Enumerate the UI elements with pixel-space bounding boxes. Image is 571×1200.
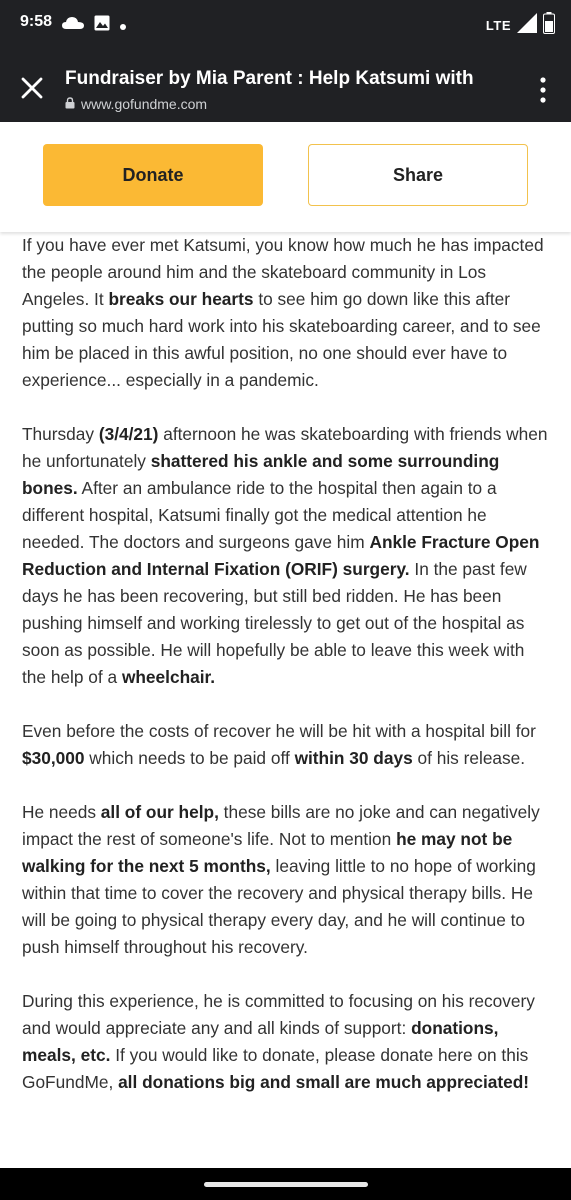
story-text: of his release. xyxy=(412,748,526,768)
signal-icon xyxy=(517,13,537,38)
story-text: Thursday xyxy=(22,424,99,444)
share-button[interactable]: Share xyxy=(308,144,528,206)
story-text: He needs xyxy=(22,802,101,822)
story-text: Even before the costs of recover he will be hit with a hospital bill for xyxy=(22,721,536,741)
story-text: which needs to be paid off xyxy=(84,748,295,768)
page-url: www.gofundme.com xyxy=(81,96,208,112)
home-gesture-handle[interactable] xyxy=(204,1182,368,1187)
story-emphasis: wheelchair. xyxy=(121,667,216,687)
system-icons xyxy=(486,12,555,39)
story-emphasis: $30,000 xyxy=(22,748,85,768)
story-emphasis: within 30 days xyxy=(294,748,413,768)
story-text: these bills are no joke and can negatively impact the rest of someone's life. Not to mention xyxy=(22,802,540,849)
network-type: LTE xyxy=(485,18,511,33)
story-text: leaving little to no hope of working within that time to cover the recovery and physical therapy bills. He will be going to physical therapy every day, and he will continue to push himself throughout his recovery. xyxy=(22,856,536,957)
story-text: If you would like to donate, please donate here on this GoFundMe, xyxy=(22,1045,529,1092)
dot-icon xyxy=(120,17,126,35)
more-vert-icon xyxy=(535,76,551,104)
more-options-button[interactable] xyxy=(535,76,551,104)
story-text: to see him go down like this after putting so much hard work into his skateboarding career, and to see him be placed in this awful position, no one should ever have to experience... especially in a pandemic. xyxy=(22,289,541,390)
story-emphasis: all donations big and small are much appreciated! xyxy=(118,1072,530,1092)
story-text: afternoon he was skateboarding with friends when he unfortunately xyxy=(22,424,548,471)
page-title: Fundraiser by Mia Parent : Help Katsumi with xyxy=(65,68,474,89)
image-icon xyxy=(94,15,110,36)
fundraiser-story xyxy=(22,232,552,1123)
story-emphasis: donations, meals, etc. xyxy=(22,1018,499,1065)
story-paragraph xyxy=(22,799,552,961)
close-button[interactable] xyxy=(16,72,48,104)
status-time: 9:58 xyxy=(20,13,53,30)
story-text: During this experience, he is committed to focusing on his recovery and would appreciate any and all kinds of support: xyxy=(22,991,535,1038)
lock-icon xyxy=(65,96,75,112)
notification-icons xyxy=(62,15,126,36)
battery-icon xyxy=(543,12,555,39)
story-emphasis: (3/4/21) xyxy=(98,424,159,444)
story-emphasis: he may not be walking for the next 5 months, xyxy=(22,829,513,876)
story-text: If you have ever met Katsumi, you know how much he has impacted the people around him and the skateboard community in Los Angeles. It xyxy=(22,235,544,309)
story-paragraph xyxy=(22,718,552,772)
story-text: After an ambulance ride to the hospital then again to a different hospital, Katsumi finally got the medical attention he needed. The doctors and surgeons gave him xyxy=(22,478,497,552)
story-paragraph xyxy=(22,232,552,394)
cloud-icon xyxy=(62,16,84,35)
story-emphasis: breaks our hearts xyxy=(108,289,254,309)
story-text: In the past few days he has been recovering, but still bed ridden. He has been pushing himself and working tirelessly to get out of the hospital as soon as possible. He will hopefully be able to leave this week with the help of a xyxy=(22,559,527,687)
story-emphasis: all of our help, xyxy=(100,802,219,822)
story-paragraph xyxy=(22,421,552,691)
story-paragraph xyxy=(22,988,552,1096)
close-icon xyxy=(16,72,48,104)
story-emphasis: shattered his ankle and some surrounding bones. xyxy=(22,451,500,498)
navigation-bar xyxy=(0,1168,571,1200)
donate-button[interactable]: Donate xyxy=(43,144,263,206)
story-emphasis: Ankle Fracture Open Reduction and Internal Fixation (ORIF) surgery. xyxy=(22,532,540,579)
url-bar[interactable] xyxy=(65,96,207,112)
status-bar xyxy=(0,0,571,48)
action-bar xyxy=(0,122,571,232)
browser-toolbar xyxy=(0,48,571,122)
